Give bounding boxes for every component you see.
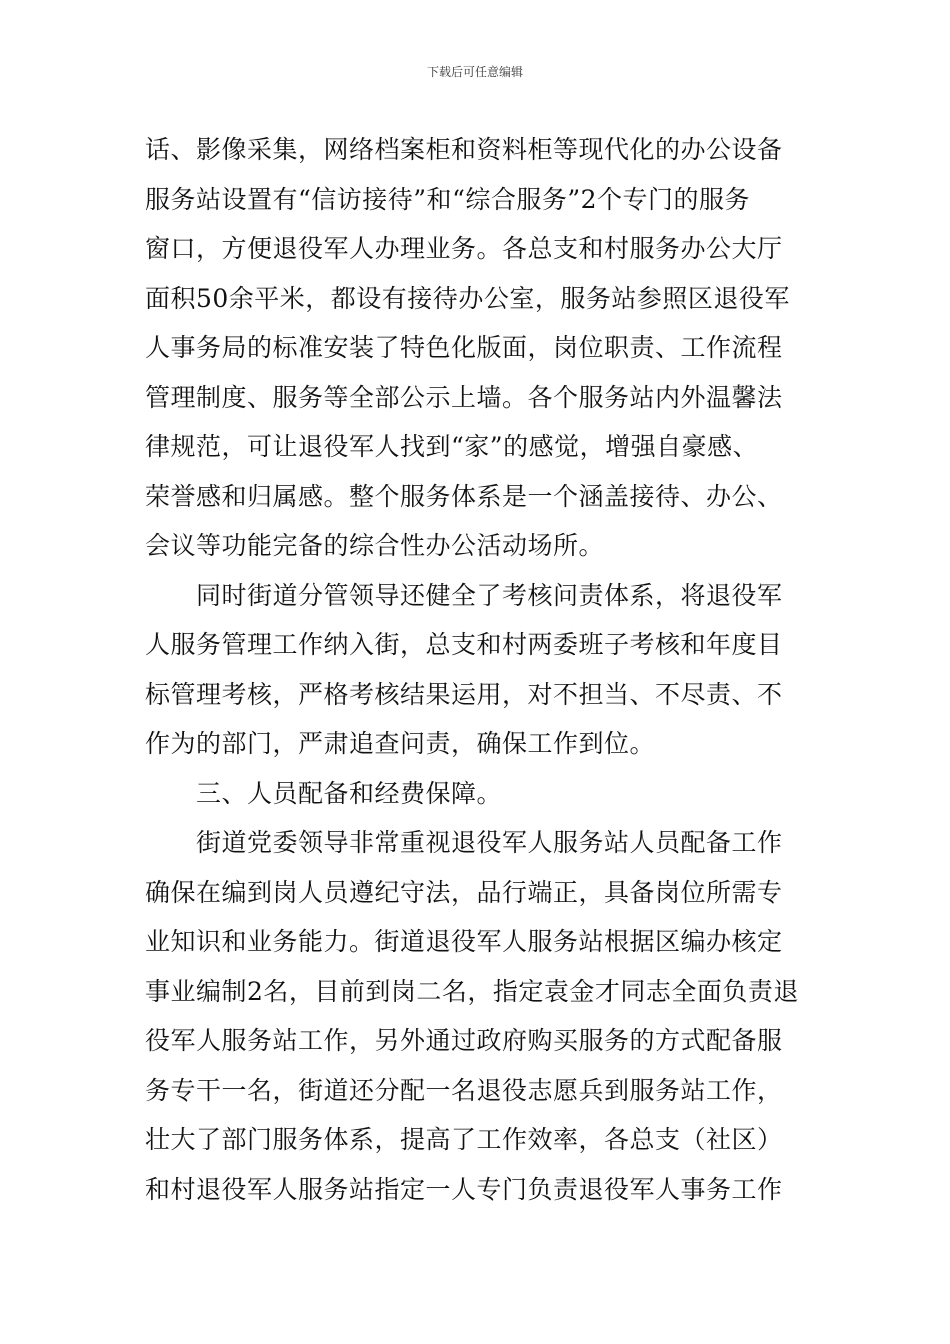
text-line: 会议等功能完备的综合性办公活动场所。	[145, 531, 605, 560]
text-line: 人事务局的标准安装了特色化版面，岗位职责、工作流程	[145, 333, 783, 362]
text-line: 人服务管理工作纳入街，总支和村两委班子考核和年度目	[145, 630, 783, 659]
text-line: 作为的部门，严肃追查问责，确保工作到位。	[145, 729, 656, 758]
section-heading: 三、人员配备和经费保障。	[145, 778, 503, 808]
text-line: 务专干一名，街道还分配一名退役志愿兵到服务站工作，	[145, 1075, 783, 1105]
text-line: 话、影像采集，网络档案柜和资料柜等现代化的办公设备	[145, 135, 783, 164]
text-line: 管理制度、服务等全部公示上墙。各个服务站内外温馨法	[145, 382, 783, 412]
text-line: 荣誉感和归属感。整个服务体系是一个涵盖接待、办公、	[145, 481, 783, 511]
text-line: 和村退役军人服务站指定一人专门负责退役军人事务工作	[145, 1174, 783, 1204]
text-line: 标管理考核，严格考核结果运用，对不担当、不尽责、不	[145, 679, 783, 709]
text-line: 面积50余平米，都设有接待办公室，服务站参照区退役军	[145, 283, 790, 313]
text-line: 役军人服务站工作，另外通过政府购买服务的方式配备服	[145, 1026, 783, 1055]
text-line: 业知识和业务能力。街道退役军人服务站根据区编办核定	[145, 927, 783, 956]
text-line: 壮大了部门服务体系，提高了工作效率，各总支（社区）	[145, 1125, 783, 1154]
text-line: 同时街道分管领导还健全了考核问责体系，将退役军	[145, 580, 783, 610]
text-line: 确保在编到岗人员遵纪守法，品行端正，具备岗位所需专	[145, 877, 783, 907]
page-header: 下载后可任意编辑	[426, 65, 523, 79]
text-line: 事业编制2名，目前到岗二名，指定袁金才同志全面负责退	[145, 976, 799, 1006]
text-line: 服务站设置有“信访接待”和“综合服务”2个专门的服务	[145, 184, 751, 214]
text-line: 窗口，方便退役军人办理业务。各总支和村服务办公大厅	[145, 234, 783, 263]
text-line: 街道党委领导非常重视退役军人服务站人员配备工作	[145, 828, 783, 857]
text-line: 律规范，可让退役军人找到“家”的感觉，增强自豪感、	[145, 432, 759, 461]
document-body	[145, 125, 815, 1214]
